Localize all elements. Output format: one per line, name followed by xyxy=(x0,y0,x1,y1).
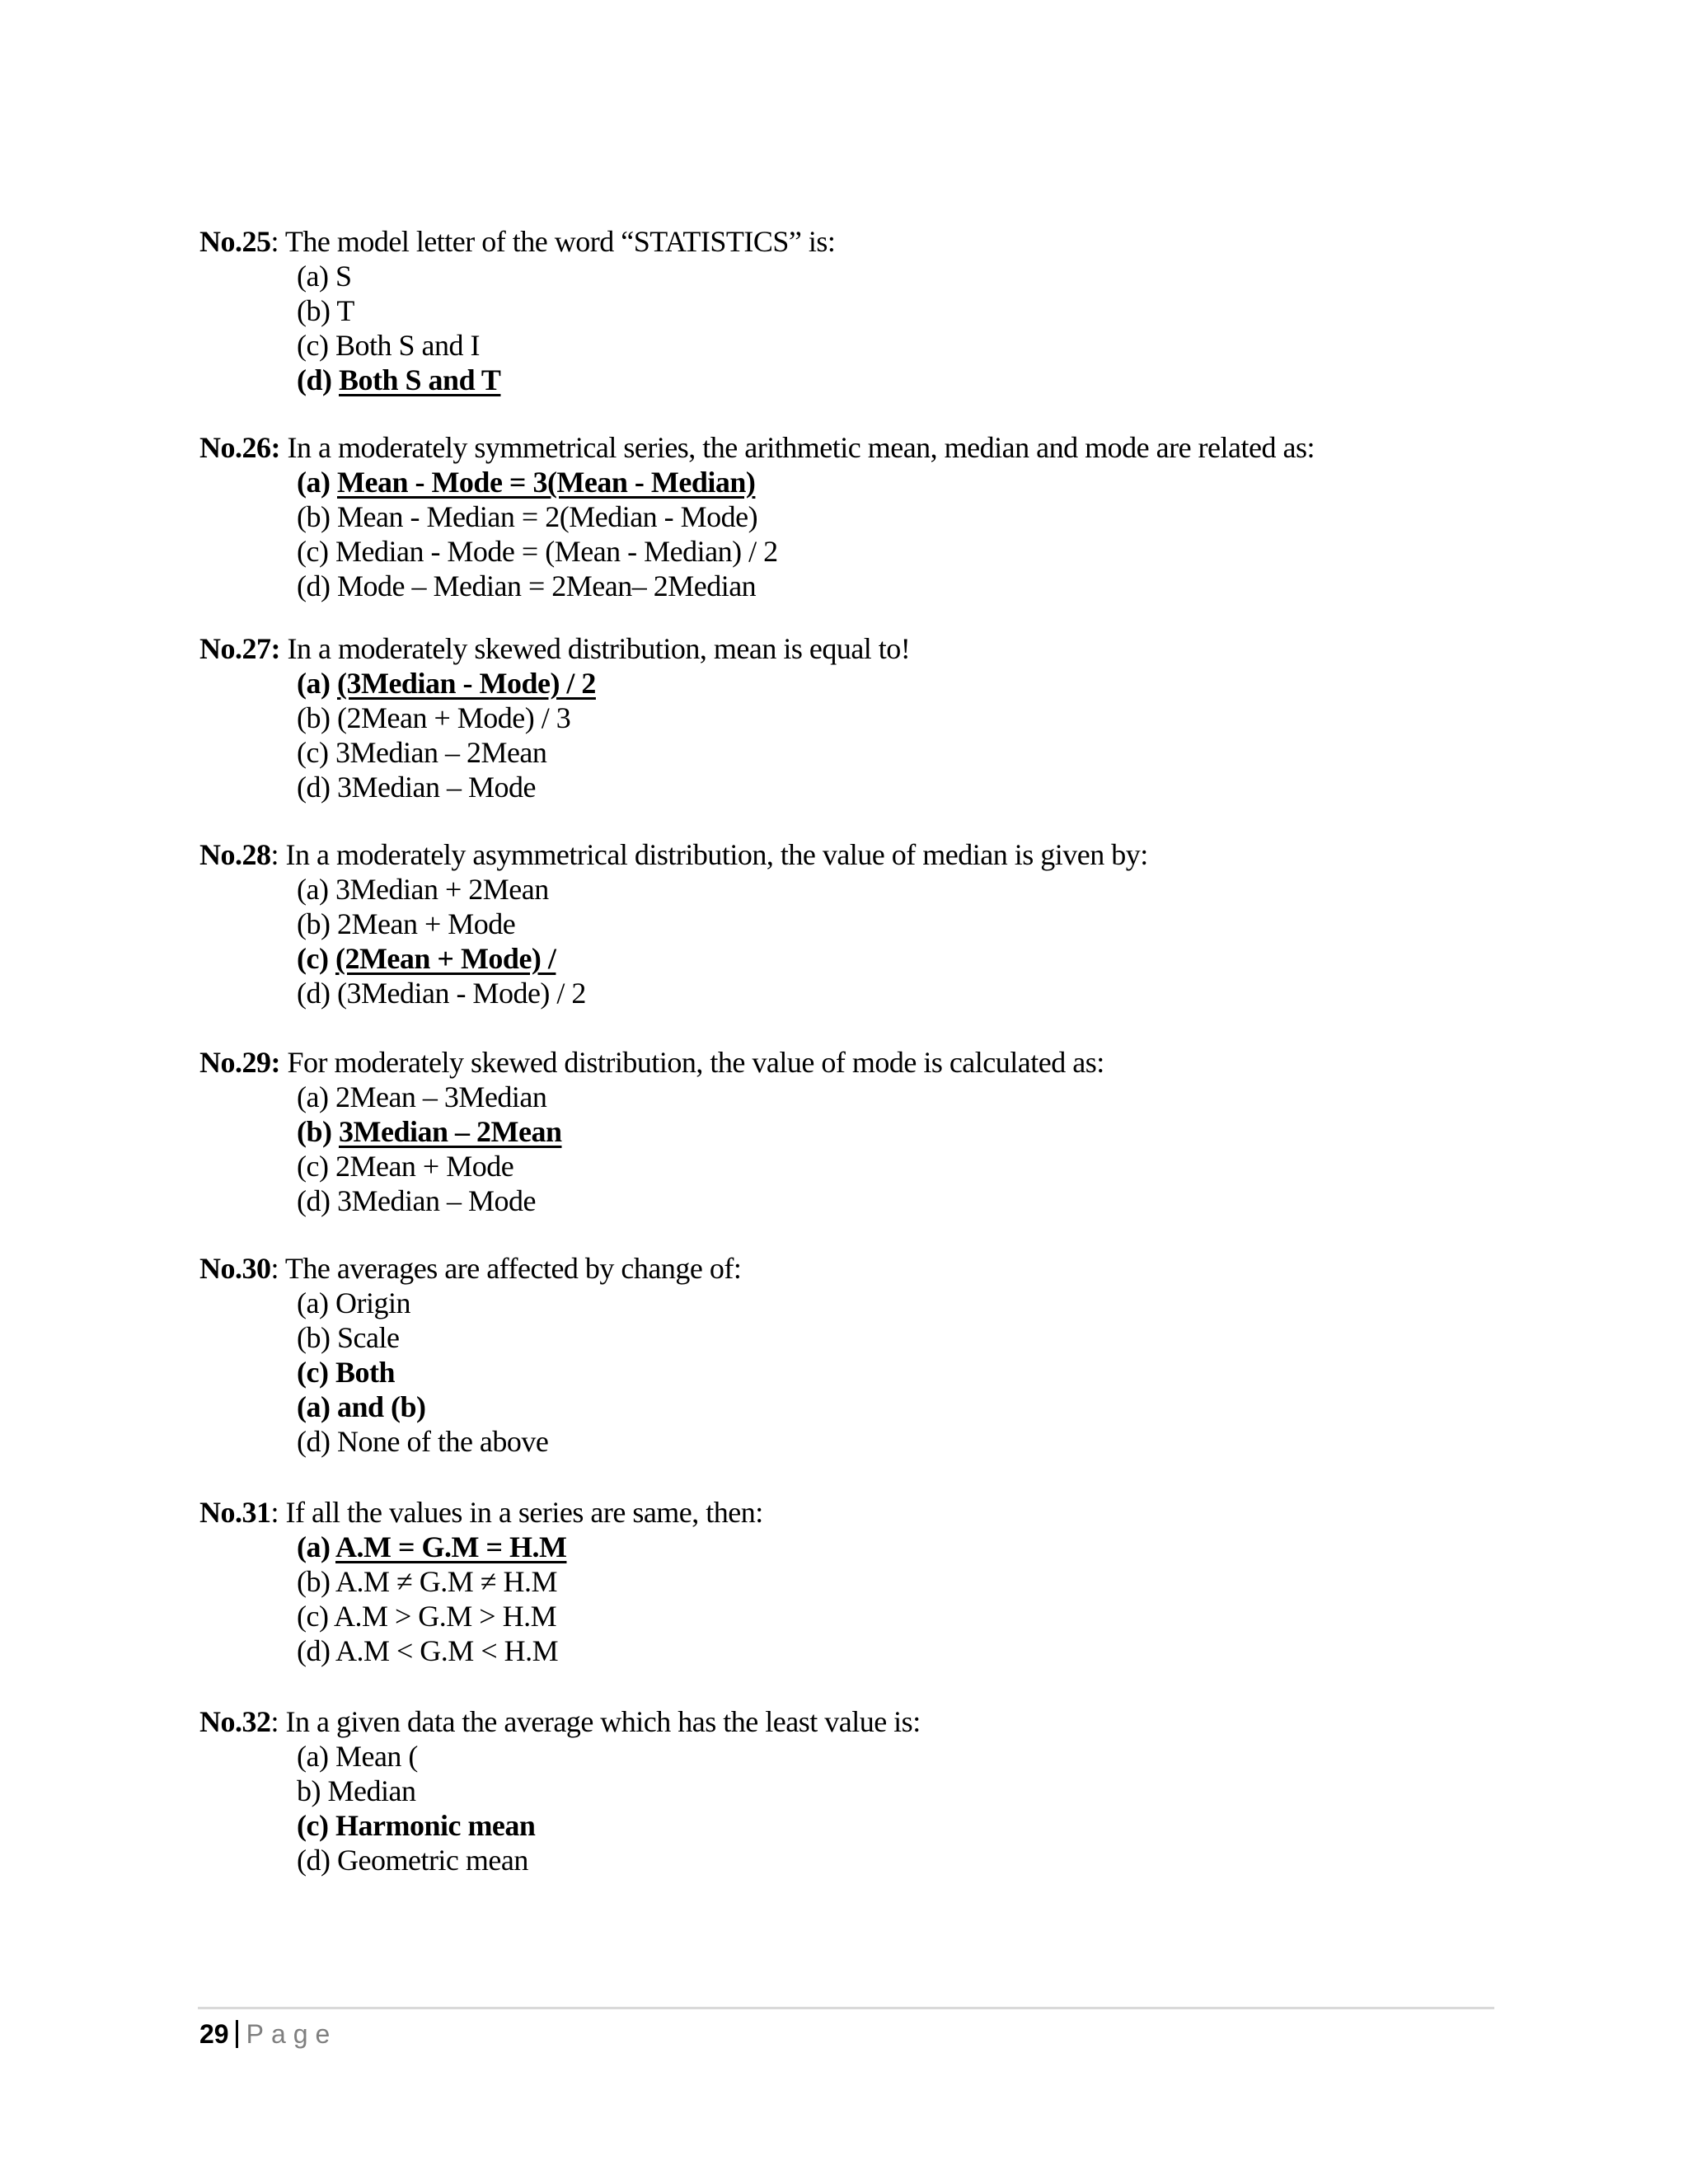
option-prefix: (a) xyxy=(297,1740,335,1773)
correct-option xyxy=(297,465,1518,499)
question-number: No.25 xyxy=(199,225,271,258)
footer-divider xyxy=(198,2007,1494,2009)
question-text: The model letter of the word “STATISTICS” is: xyxy=(279,225,836,258)
correct-option xyxy=(297,1530,1518,1564)
option-text: None of the above xyxy=(336,1425,549,1458)
question-text-line xyxy=(199,837,1518,872)
question-number: No.26: xyxy=(199,431,280,464)
option-prefix: (a) xyxy=(297,466,337,499)
option xyxy=(297,1286,1518,1320)
correct-option xyxy=(297,363,1518,397)
option-prefix: (c) xyxy=(297,1150,335,1183)
question-text-line xyxy=(199,631,1518,666)
question-text: The averages are affected by change of: xyxy=(279,1252,742,1285)
option-prefix: (b) xyxy=(297,907,337,940)
option-prefix: (d) xyxy=(297,1634,335,1667)
question-block xyxy=(199,1704,1518,1877)
option-text: A.M = G.M = H.M xyxy=(335,1530,567,1563)
option-text: 2Mean – 3Median xyxy=(335,1080,547,1113)
option xyxy=(297,1080,1518,1114)
question-number: No.28 xyxy=(199,838,271,871)
option xyxy=(297,499,1518,534)
correct-option xyxy=(297,1808,1518,1843)
option xyxy=(297,701,1518,735)
option-text: 3Median – Mode xyxy=(336,771,536,804)
question-text-line xyxy=(199,1251,1518,1286)
option-text: Mean - Mode = 3(Mean - Median) xyxy=(336,466,756,499)
option-text: 3Median – 2Mean xyxy=(335,736,547,769)
option-prefix: (d) xyxy=(297,977,337,1010)
option xyxy=(297,872,1518,907)
option-list xyxy=(297,666,1518,804)
question-number: No.31 xyxy=(199,1496,271,1529)
question-text: In a given data the average which has the least value is: xyxy=(279,1705,921,1738)
question-number: No.30 xyxy=(199,1252,271,1285)
option-text: Both S and I xyxy=(335,329,480,362)
option-text: Both S and T xyxy=(339,363,501,396)
option-text: T xyxy=(336,294,354,327)
option-text: (3Median - Mode) / 2 xyxy=(336,667,596,700)
option xyxy=(297,1774,1518,1808)
option-list xyxy=(297,1739,1518,1877)
question-number: No.27: xyxy=(199,632,280,665)
option xyxy=(297,293,1518,328)
option-text: 2Mean + Mode xyxy=(336,907,516,940)
question-separator: : xyxy=(270,225,279,258)
option xyxy=(297,1149,1518,1183)
option-prefix: (d) xyxy=(297,363,339,396)
option-text: Median - Mode = (Mean - Median) / 2 xyxy=(335,535,778,568)
option-text: 2Mean + Mode xyxy=(335,1150,514,1183)
option-text: Harmonic mean xyxy=(335,1809,536,1842)
option-text: (2Mean + Mode) / xyxy=(335,942,556,975)
correct-option xyxy=(297,1390,1518,1424)
question-text: In a moderately skewed distribution, mean is equal to! xyxy=(280,632,911,665)
option-prefix: (d) xyxy=(297,1425,337,1458)
question-separator: : xyxy=(270,1496,279,1529)
option-text: Geometric mean xyxy=(336,1844,528,1877)
question-text: In a moderately symmetrical series, the arithmetic mean, median and mode are related as: xyxy=(280,431,1315,464)
option-prefix: (c) xyxy=(297,1809,335,1842)
question-text-line xyxy=(199,1495,1518,1530)
option xyxy=(297,259,1518,293)
option xyxy=(297,569,1518,603)
option-prefix: (c) xyxy=(297,329,335,362)
question-text: For moderately skewed distribution, the value of mode is calculated as: xyxy=(280,1046,1104,1079)
option-list xyxy=(297,1530,1518,1668)
option xyxy=(297,1843,1518,1877)
option-text: Mean - Median = 2(Median - Mode) xyxy=(336,500,758,533)
footer-separator-bar xyxy=(236,2020,238,2048)
option xyxy=(297,735,1518,770)
option-prefix: (a) xyxy=(297,873,335,906)
correct-option xyxy=(297,666,1518,701)
option-text: 3Median – Mode xyxy=(336,1184,536,1217)
page-footer xyxy=(199,2018,337,2050)
question-text: If all the values in a series are same, then: xyxy=(279,1496,763,1529)
option-list xyxy=(297,259,1518,397)
option-prefix: (d) xyxy=(297,771,337,804)
option xyxy=(297,976,1518,1010)
option-prefix: (b) xyxy=(297,500,337,533)
option-text: A.M ≠ G.M ≠ H.M xyxy=(335,1565,558,1598)
question-text-line xyxy=(199,1704,1518,1739)
correct-option xyxy=(297,1355,1518,1390)
option xyxy=(297,1320,1518,1355)
option-prefix: (c) xyxy=(297,942,335,975)
option-prefix: (a) xyxy=(297,260,335,293)
option-text: (a) and (b) xyxy=(297,1390,426,1423)
option xyxy=(297,1183,1518,1218)
option-text: 3Median + 2Mean xyxy=(335,873,549,906)
option-text: Both xyxy=(335,1356,395,1389)
option-prefix: (d) xyxy=(297,1184,337,1217)
option-prefix: (b) xyxy=(297,1115,339,1148)
option-list xyxy=(297,1286,1518,1459)
option xyxy=(297,907,1518,941)
option xyxy=(297,328,1518,363)
question-separator: : xyxy=(270,1705,279,1738)
question-block xyxy=(199,430,1518,603)
option-prefix: (b) xyxy=(297,294,337,327)
option-prefix: (b) xyxy=(297,701,337,734)
option-prefix: (c) xyxy=(297,736,335,769)
question-text-line xyxy=(199,430,1518,465)
question-block xyxy=(199,1251,1518,1459)
option-text: (2Mean + Mode) / 3 xyxy=(336,701,571,734)
option xyxy=(297,770,1518,804)
question-text-line xyxy=(199,1045,1518,1080)
option-prefix: (b) xyxy=(297,1321,337,1354)
option-text: b) Median xyxy=(297,1774,416,1807)
option-prefix: (a) xyxy=(297,1530,335,1563)
option-list xyxy=(297,465,1518,603)
question-number: No.29: xyxy=(199,1046,280,1079)
option-prefix: (b) xyxy=(297,1565,335,1598)
option xyxy=(297,1739,1518,1774)
option-text: Mode – Median = 2Mean– 2Median xyxy=(336,569,757,602)
option xyxy=(297,534,1518,569)
option xyxy=(297,1564,1518,1599)
option-prefix: (a) xyxy=(297,1080,335,1113)
question-block xyxy=(199,1045,1518,1218)
option xyxy=(297,1424,1518,1459)
question-text-line xyxy=(199,224,1518,259)
option-prefix: (c) xyxy=(297,1356,335,1389)
option-prefix: (a) xyxy=(297,1286,335,1319)
question-block xyxy=(199,631,1518,804)
option-prefix: (c) xyxy=(297,535,335,568)
question-text: In a moderately asymmetrical distribution, the value of median is given by: xyxy=(279,838,1148,871)
option-text: Origin xyxy=(335,1286,410,1319)
option-text: Scale xyxy=(336,1321,400,1354)
correct-option xyxy=(297,941,1518,976)
correct-option xyxy=(297,1114,1518,1149)
option-text: (3Median - Mode) / 2 xyxy=(336,977,586,1010)
question-separator: : xyxy=(270,1252,279,1285)
option-text: S xyxy=(335,260,352,293)
question-number: No.32 xyxy=(199,1705,271,1738)
option-prefix: (d) xyxy=(297,569,337,602)
option-text: A.M > G.M > H.M xyxy=(333,1600,557,1633)
option xyxy=(297,1633,1518,1668)
option-list xyxy=(297,1080,1518,1218)
question-block xyxy=(199,224,1518,397)
option-text: Mean ( xyxy=(335,1740,418,1773)
question-block xyxy=(199,1495,1518,1668)
option-prefix: (a) xyxy=(297,667,337,700)
option-text: A.M < G.M < H.M xyxy=(335,1634,559,1667)
option-text: 3Median – 2Mean xyxy=(339,1115,562,1148)
option-list xyxy=(297,872,1518,1010)
question-separator: : xyxy=(270,838,279,871)
page-label: Page xyxy=(246,2019,338,2049)
page-number: 29 xyxy=(199,2019,229,2049)
option-prefix: (c) xyxy=(297,1600,334,1633)
question-block xyxy=(199,837,1518,1010)
option-prefix: (d) xyxy=(297,1844,337,1877)
option xyxy=(297,1599,1518,1633)
